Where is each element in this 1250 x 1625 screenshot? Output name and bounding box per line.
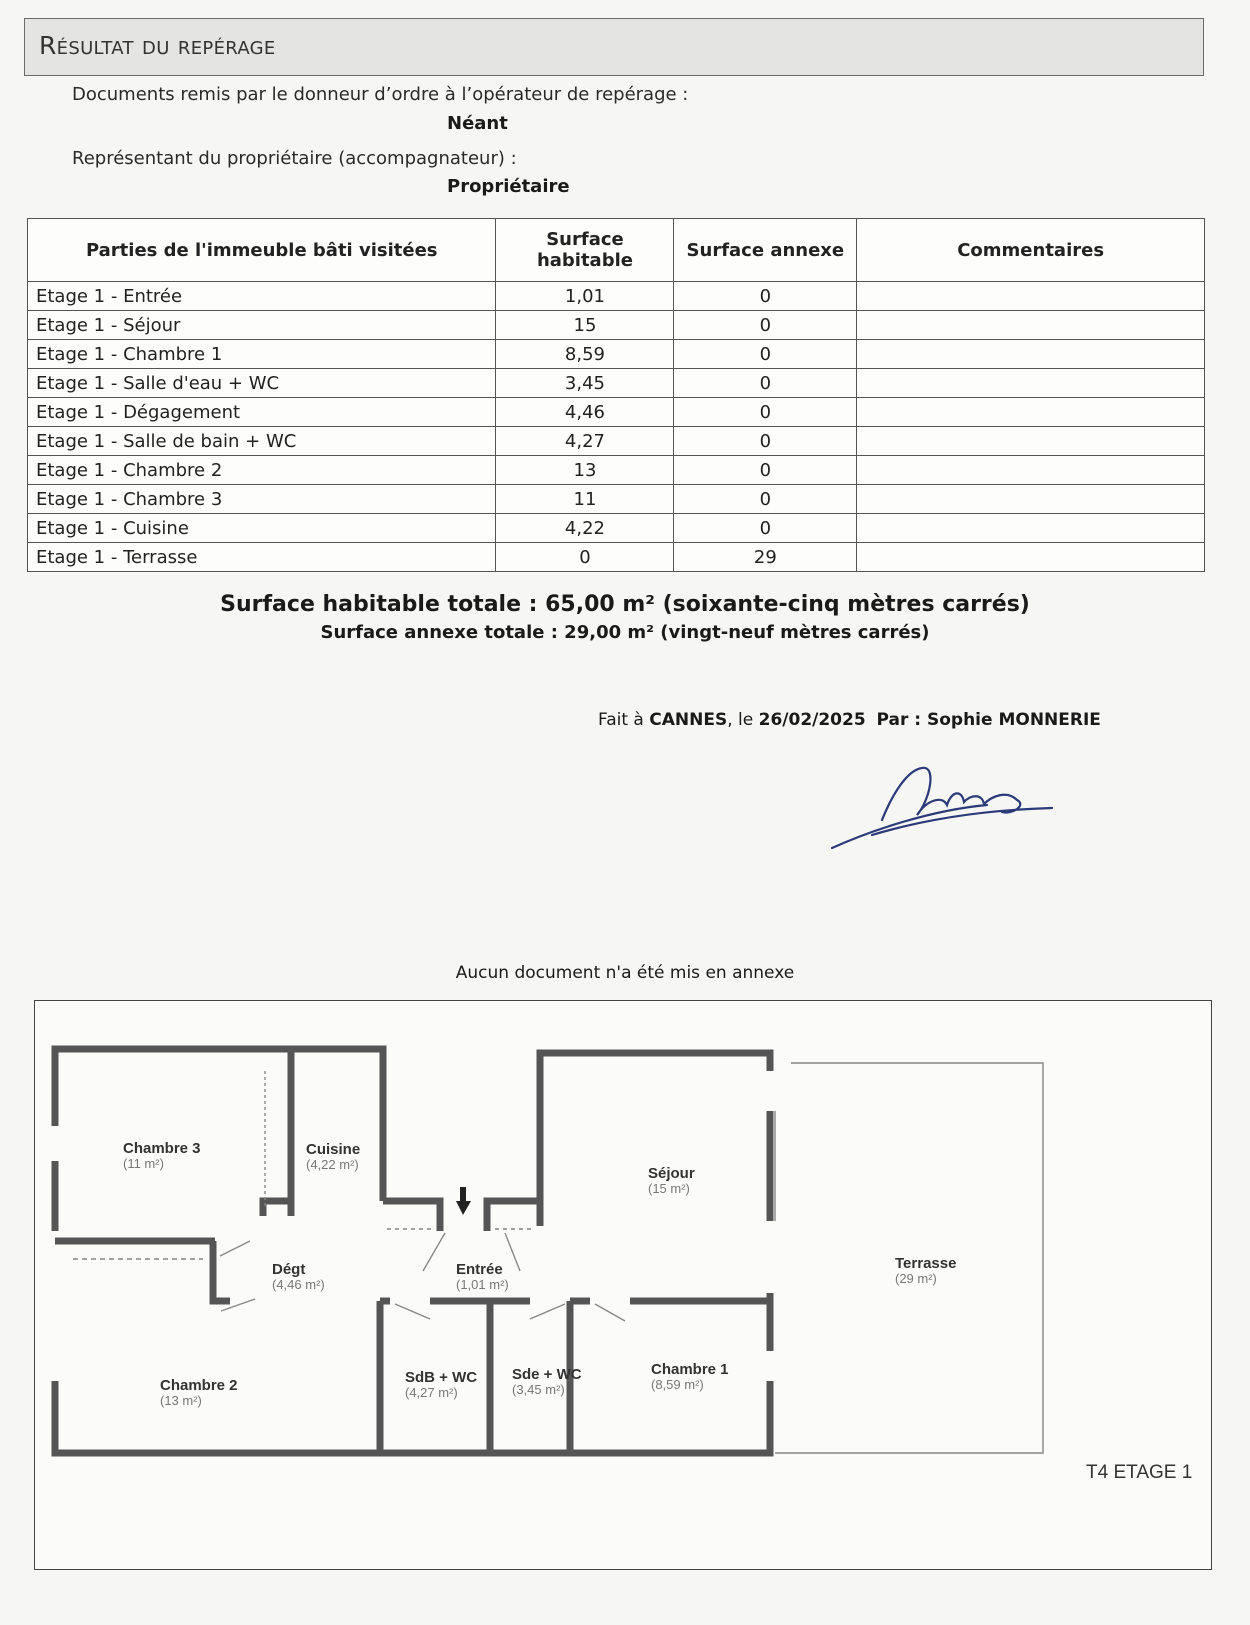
row-annexe: 0	[674, 340, 857, 369]
plan-room-terrasse: Terrasse (29 m²)	[895, 1255, 957, 1286]
representative-value: Propriétaire	[447, 176, 570, 197]
row-comment	[857, 340, 1205, 369]
row-habitable: 0	[496, 543, 674, 572]
plan-tag: T4 ETAGE 1	[1086, 1462, 1193, 1483]
plan-room-cuisine: Cuisine (4,22 m²)	[306, 1141, 361, 1172]
row-comment	[857, 398, 1205, 427]
documents-label: Documents remis par le donneur d’ordre à l’opérateur de repérage :	[72, 84, 689, 105]
row-habitable: 4,22	[496, 514, 674, 543]
representative-label: Représentant du propriétaire (accompagnateur) :	[72, 148, 517, 169]
table-row	[28, 485, 1205, 514]
plan-room-degt: Dégt (4,46 m²)	[272, 1261, 325, 1292]
row-annexe: 0	[674, 514, 857, 543]
table-row	[28, 369, 1205, 398]
row-habitable: 3,45	[496, 369, 674, 398]
row-annexe: 0	[674, 398, 857, 427]
table-row	[28, 398, 1205, 427]
signoff-author: Par : Sophie MONNERIE	[876, 710, 1101, 730]
plan-room-entree: Entrée (1,01 m²)	[456, 1261, 509, 1292]
total-annexe: Surface annexe totale : 29,00 m² (vingt-neuf mètres carrés)	[320, 622, 930, 643]
row-annexe: 0	[674, 485, 857, 514]
table-row	[28, 543, 1205, 572]
row-annexe: 0	[674, 427, 857, 456]
table-row	[28, 427, 1205, 456]
row-part: Etage 1 - Salle de bain + WC	[28, 427, 496, 456]
entrance-arrow-icon	[456, 1201, 471, 1215]
row-habitable: 4,27	[496, 427, 674, 456]
header-parts: Parties de l'immeuble bâti visitées	[28, 219, 496, 282]
signature-image	[812, 760, 1072, 860]
table-row	[28, 282, 1205, 311]
header-habitable: Surface habitable	[496, 219, 674, 282]
row-habitable: 4,46	[496, 398, 674, 427]
table-row	[28, 514, 1205, 543]
signoff-date: 26/02/2025	[758, 710, 866, 730]
row-annexe: 29	[674, 543, 857, 572]
row-annexe: 0	[674, 311, 857, 340]
row-part: Etage 1 - Chambre 3	[28, 485, 496, 514]
annex-note: Aucun document n'a été mis en annexe	[455, 963, 795, 983]
header-annexe: Surface annexe	[674, 219, 857, 282]
signoff-prefix: Fait à	[598, 710, 644, 730]
plan-room-sde-wc: Sde + WC (3,45 m²)	[512, 1366, 582, 1397]
visited-parts-table	[27, 218, 1205, 572]
row-part: Etage 1 - Chambre 2	[28, 456, 496, 485]
row-comment	[857, 514, 1205, 543]
row-habitable: 1,01	[496, 282, 674, 311]
plan-room-sejour: Séjour (15 m²)	[648, 1165, 695, 1196]
section-header	[24, 18, 1204, 76]
header-comments: Commentaires	[857, 219, 1205, 282]
row-comment	[857, 543, 1205, 572]
row-comment	[857, 282, 1205, 311]
floor-plan	[34, 1000, 1212, 1570]
floor-plan-drawing	[35, 1001, 1213, 1571]
table-row	[28, 456, 1205, 485]
row-habitable: 15	[496, 311, 674, 340]
plan-room-chambre-1: Chambre 1 (8,59 m²)	[651, 1361, 729, 1392]
row-annexe: 0	[674, 456, 857, 485]
row-part: Etage 1 - Séjour	[28, 311, 496, 340]
row-comment	[857, 311, 1205, 340]
row-habitable: 8,59	[496, 340, 674, 369]
row-habitable: 13	[496, 456, 674, 485]
row-comment	[857, 456, 1205, 485]
row-comment	[857, 485, 1205, 514]
signoff-le: , le	[727, 710, 754, 730]
signoff-city: CANNES	[649, 710, 728, 730]
section-title: Résultat du repérage	[39, 31, 276, 60]
row-part: Etage 1 - Salle d'eau + WC	[28, 369, 496, 398]
documents-value: Néant	[447, 113, 508, 134]
row-comment	[857, 427, 1205, 456]
plan-room-sdb-wc: SdB + WC (4,27 m²)	[405, 1369, 478, 1400]
total-habitable: Surface habitable totale : 65,00 m² (soixante-cinq mètres carrés)	[220, 592, 1030, 617]
table-row	[28, 340, 1205, 369]
row-part: Etage 1 - Terrasse	[28, 543, 496, 572]
table-row	[28, 311, 1205, 340]
signoff-line	[598, 710, 1101, 730]
row-comment	[857, 369, 1205, 398]
row-habitable: 11	[496, 485, 674, 514]
row-part: Etage 1 - Chambre 1	[28, 340, 496, 369]
row-part: Etage 1 - Cuisine	[28, 514, 496, 543]
row-annexe: 0	[674, 369, 857, 398]
row-part: Etage 1 - Entrée	[28, 282, 496, 311]
plan-room-chambre-3: Chambre 3 (11 m²)	[123, 1140, 201, 1171]
table-header-row	[28, 219, 1205, 282]
row-annexe: 0	[674, 282, 857, 311]
plan-room-chambre-2: Chambre 2 (13 m²)	[160, 1377, 238, 1408]
row-part: Etage 1 - Dégagement	[28, 398, 496, 427]
